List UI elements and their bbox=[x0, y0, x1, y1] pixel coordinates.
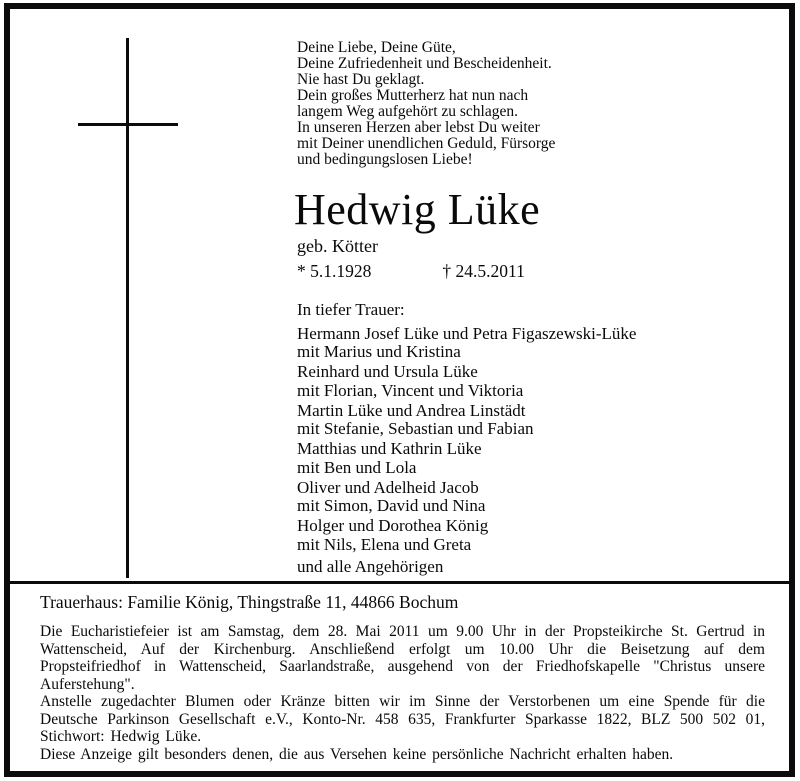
mourner-names: Oliver und Adelheid Jacob bbox=[297, 477, 479, 497]
mourner-children: mit Marius und Kristina bbox=[297, 342, 461, 361]
verse-line: In unseren Herzen aber lebst Du weiter bbox=[297, 119, 540, 136]
birth-date: * 5.1.1928 bbox=[297, 261, 372, 281]
service-info-paragraph: Die Eucharistiefeier ist am Samstag, dem 28. Mai 2011 um 9.00 Uhr in der Propsteikirche St. Gertrud in Wattenscheid, Auf der Kirchenburg. Anschließend erfolgt um 10.00 Uhr die Beisetzung auf dem Propsteifriedhof in Wattenscheid, Saarlandstraße, ausgehend von der Friedhofskapelle "Christus unsere Auferstehung". bbox=[40, 623, 765, 693]
mourners-closing: und alle Angehörigen bbox=[297, 557, 444, 576]
service-information bbox=[40, 623, 765, 763]
verse-line: Nie hast Du geklagt. bbox=[297, 71, 425, 88]
mourner-group bbox=[297, 402, 636, 439]
verse-line: Dein großes Mutterherz hat nun nach bbox=[297, 87, 529, 104]
mourning-intro: In tiefer Trauer: bbox=[297, 300, 405, 319]
section-divider bbox=[10, 581, 789, 584]
mourner-children: mit Stefanie, Sebastian und Fabian bbox=[297, 419, 534, 438]
mourner-names: Hermann Josef Lüke und Petra Figaszewski-Lüke bbox=[297, 323, 637, 343]
mourner-names: Holger und Dorothea König bbox=[297, 516, 489, 535]
cross-icon bbox=[126, 38, 129, 578]
verse-line: mit Deiner unendlichen Geduld, Fürsorge bbox=[297, 135, 556, 152]
mourner-names: Martin Lüke und Andrea Linstädt bbox=[297, 400, 526, 420]
cross-icon-bar bbox=[78, 123, 178, 126]
life-dates bbox=[297, 261, 525, 281]
funeral-home-line: Trauerhaus: Familie König, Thingstraße 11, 44866 Bochum bbox=[40, 592, 459, 612]
verse-line: und bedingungslosen Liebe! bbox=[297, 151, 473, 168]
mourner-group bbox=[297, 363, 636, 400]
mourner-group bbox=[297, 440, 636, 477]
mourner-group bbox=[297, 479, 636, 516]
mourners-section bbox=[297, 301, 636, 577]
mourner-children: mit Nils, Elena und Greta bbox=[297, 534, 472, 554]
mourner-group bbox=[297, 325, 636, 362]
mourner-children: mit Ben und Lola bbox=[297, 457, 417, 477]
mourner-names: Matthias und Kathrin Lüke bbox=[297, 439, 482, 458]
mourner-children: mit Florian, Vincent und Viktoria bbox=[297, 380, 524, 400]
mourner-children: mit Simon, David und Nina bbox=[297, 496, 486, 515]
death-date: † 24.5.2011 bbox=[442, 261, 525, 281]
donation-info-paragraph: Anstelle zugedachter Blumen oder Kränze bitten wir im Sinne der Verstorbenen um eine Spende für die Deutsche Parkinson Gesellschaft e.V., Konto-Nr. 458 635, Frankfurter Sparkasse 1822, BLZ 500 502 01, Stichwort: Hedwig Lüke. bbox=[40, 693, 765, 745]
closing-note: Diese Anzeige gilt besonders denen, die aus Versehen keine persönliche Nachricht erhalten haben. bbox=[40, 745, 674, 763]
verse-line: Deine Zufriedenheit und Bescheidenheit. bbox=[297, 55, 552, 72]
memorial-verse bbox=[297, 40, 555, 168]
mourner-names: Reinhard und Ursula Lüke bbox=[297, 362, 478, 381]
verse-line: langem Weg aufgehört zu schlagen. bbox=[297, 103, 518, 120]
mourner-group bbox=[297, 517, 636, 554]
deceased-name: Hedwig Lüke bbox=[294, 185, 541, 234]
verse-line: Deine Liebe, Deine Güte, bbox=[297, 39, 456, 56]
maiden-name: geb. Kötter bbox=[297, 236, 378, 256]
